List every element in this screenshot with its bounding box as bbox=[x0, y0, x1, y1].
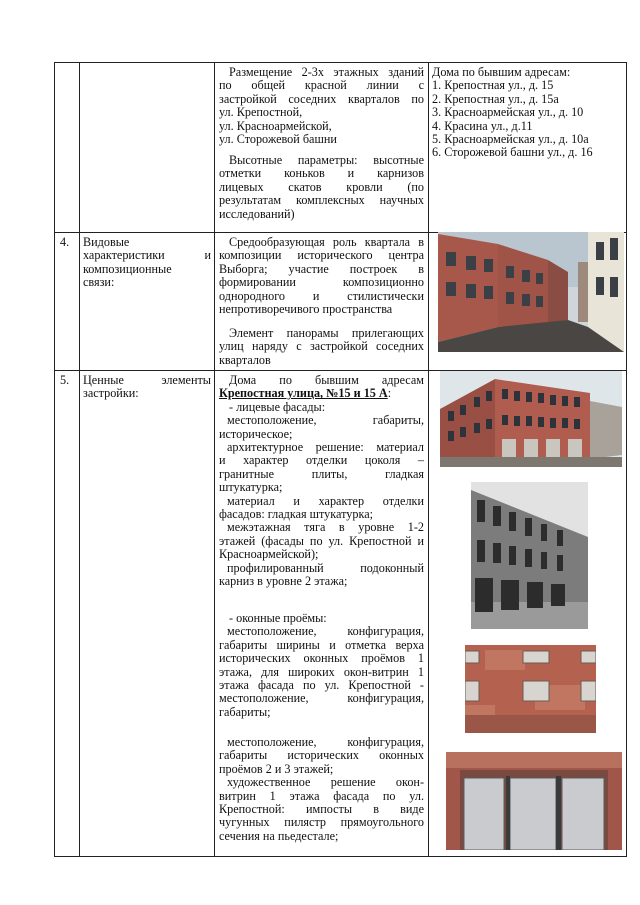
text-line: связи: bbox=[83, 275, 115, 290]
text-line: исторических оконных проёмов 1 bbox=[219, 651, 424, 666]
list-item: 3. Красноармейская ул., д. 10 bbox=[432, 105, 584, 120]
text-line: однородного и стилистически bbox=[219, 288, 424, 303]
text-line: Размещение 2-3х этажных зданий bbox=[229, 65, 424, 79]
text-line: чугунных пилястр прямоугольного bbox=[219, 815, 424, 830]
table-border-middle bbox=[428, 62, 429, 857]
text-line: местоположение, габариты, bbox=[227, 413, 424, 428]
text-line: архитектурное решение: материал bbox=[227, 440, 424, 455]
table-border-top bbox=[54, 62, 627, 63]
row4-description bbox=[219, 236, 424, 316]
row5-valuable-elements bbox=[219, 374, 424, 589]
list-item: 6. Сторожевой башни ул., д. 16 bbox=[432, 145, 593, 160]
text-line: этажей (фасады по ул. Крепостной и bbox=[219, 533, 424, 548]
text-line: материал и характер отделки bbox=[227, 493, 424, 508]
text-line: штукатурка; bbox=[219, 480, 283, 495]
list-item: 4. Красина ул., д.11 bbox=[432, 118, 533, 133]
text-line: местоположение, конфигурация, bbox=[227, 624, 424, 639]
brick-facade-photo bbox=[465, 645, 596, 733]
section-heading: - лицевые фасады: bbox=[229, 399, 326, 414]
text-line: и характер отделки цоколя – bbox=[219, 453, 424, 468]
text-line: местоположение, конфигурация, bbox=[227, 735, 424, 749]
row-number: 5. bbox=[60, 373, 70, 387]
text-line: художественное решение окон- bbox=[227, 775, 424, 790]
text-line: ул. Красноармейской, bbox=[219, 118, 332, 133]
text-line: этажа фасада по ул. Крепостной - bbox=[219, 678, 424, 693]
street-view-photo bbox=[438, 232, 624, 352]
address-heading: Крепостная улица, №15 и 15 А bbox=[219, 386, 388, 401]
text-line: Дома по бывшим адресам bbox=[229, 373, 424, 387]
text-line: Ценные элементы bbox=[83, 373, 211, 387]
text-line: габариты исторических оконных bbox=[219, 748, 424, 763]
text-line: застройки: bbox=[83, 386, 139, 401]
text-line: формировании композиционно bbox=[219, 275, 424, 290]
corner-building-photo bbox=[440, 371, 622, 467]
text-line: Средообразующая роль квартала в bbox=[229, 235, 424, 249]
section-heading: - оконные проёмы: bbox=[229, 611, 327, 625]
text-line: карниз в уровне 2 этажа; bbox=[219, 574, 348, 589]
top-row-placement-text bbox=[219, 66, 424, 146]
text-line: композиционные bbox=[83, 261, 172, 276]
text-line: профилированный подоконный bbox=[227, 560, 424, 575]
top-row-address-list bbox=[432, 66, 624, 160]
list-item: 1. Крепостная ул., д. 15 bbox=[432, 78, 554, 93]
text-line: этажа, для широких окон-витрин 1 bbox=[219, 664, 424, 679]
table-border-left bbox=[54, 62, 55, 857]
text-line: : bbox=[387, 386, 392, 401]
row5-window-openings bbox=[219, 612, 424, 719]
text-line: Красноармейской); bbox=[219, 547, 319, 562]
row4-panorama-text bbox=[219, 327, 424, 367]
row-number: 4. bbox=[60, 235, 70, 249]
text-line: результатам комплексных научных bbox=[219, 193, 424, 208]
row5-upper-openings bbox=[219, 736, 424, 843]
text-line: габариты ширины и отметка верха bbox=[219, 637, 424, 652]
text-line: Видовые bbox=[83, 235, 130, 249]
text-line: отметки коньков и карнизов bbox=[219, 166, 424, 181]
text-line: Крепостной: импосты в виде bbox=[219, 802, 424, 817]
table-border-num bbox=[79, 62, 80, 857]
text-line: фасадов: гладкая штукатурка; bbox=[219, 507, 373, 522]
text-line: ул. Сторожевой башни bbox=[219, 132, 337, 147]
text-line: витрин 1 этажа фасада по ул. bbox=[219, 788, 424, 803]
text-line: гранитные плиты, гладкая bbox=[219, 466, 424, 481]
text-line: застройкой соседних кварталов по bbox=[219, 91, 424, 106]
table-border-bottom bbox=[54, 856, 627, 857]
table-border-right bbox=[626, 62, 627, 857]
text-line: межэтажная тяга в уровне 1-2 bbox=[227, 520, 424, 535]
text-line: по общей красной линии с bbox=[219, 78, 424, 93]
table-border-title bbox=[214, 62, 215, 857]
text-line: улиц наряду с застройкой соседних bbox=[219, 339, 424, 354]
text-line: проёмов 2 и 3 этажей; bbox=[219, 761, 334, 776]
row-title bbox=[83, 236, 211, 290]
list-heading: Дома по бывшим адресам: bbox=[432, 65, 571, 79]
text-line: габариты; bbox=[219, 704, 271, 719]
text-line: ул. Крепостной, bbox=[219, 105, 303, 120]
row-title bbox=[83, 374, 211, 401]
text-line: характеристики и bbox=[83, 248, 211, 263]
text-line: исследований) bbox=[219, 206, 295, 221]
list-item: 2. Крепостная ул., д. 15а bbox=[432, 91, 559, 106]
top-row-height-text bbox=[219, 154, 424, 221]
text-line: лицевых скатов кровли (по bbox=[219, 179, 424, 194]
text-line: кварталов bbox=[219, 352, 271, 367]
text-line: историческое; bbox=[219, 426, 293, 441]
text-line: композиции исторического центра bbox=[219, 248, 424, 263]
text-line: Выборга; участие построек в bbox=[219, 261, 424, 276]
text-line: Элемент панорамы прилегающих bbox=[229, 326, 424, 340]
text-line: сечения на пьедестале; bbox=[219, 828, 339, 843]
list-item: 5. Красноармейская ул., д. 10а bbox=[432, 132, 589, 147]
historic-bw-photo bbox=[471, 482, 588, 629]
shopfront-photo bbox=[446, 752, 622, 850]
text-line: Высотные параметры: высотные bbox=[229, 153, 424, 167]
text-line: местоположение, конфигурация, bbox=[219, 691, 424, 706]
text-line: непротиворечивого пространства bbox=[219, 302, 393, 317]
